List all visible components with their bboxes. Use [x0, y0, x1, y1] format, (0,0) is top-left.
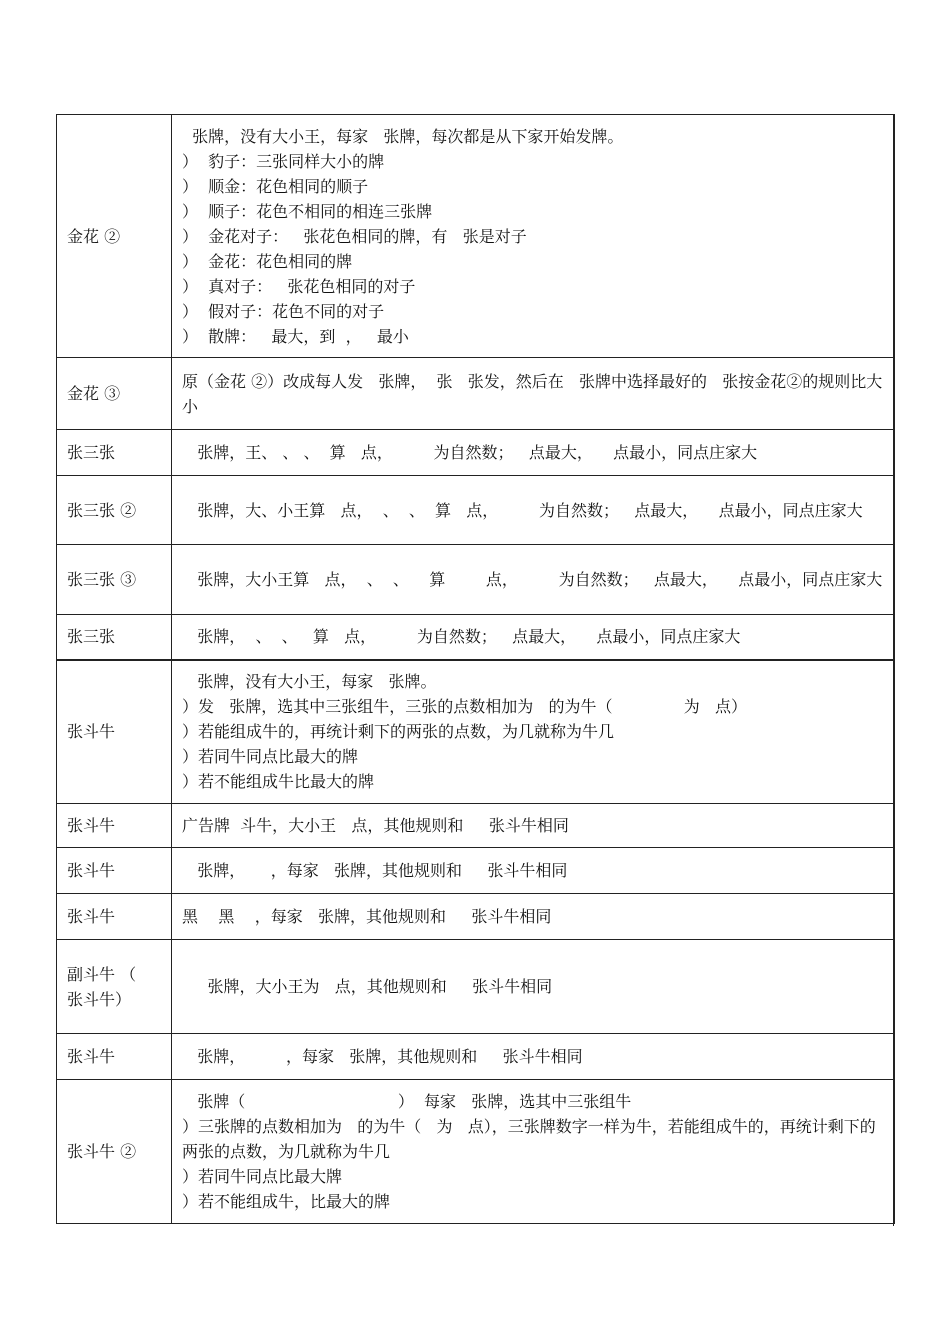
rule-line: 张牌，大、小王算 点， 、 、 算 点， 为自然数； 点最大， 点最小，同点庄家大: [182, 500, 863, 520]
rule-line: ） 假对子：花色不同的对子: [182, 301, 385, 321]
rule-line: 张牌， ，每家 张牌，其他规则和 张斗牛相同: [182, 1047, 583, 1066]
game-name: 张斗牛 ②: [67, 1142, 137, 1161]
rule-line: ）三张牌的点数相加为 的为牛（ 为 点），三张牌数字一样为牛，若能组成牛的，再统计剩下的两张的点数，为几就称为牛几: [182, 1117, 876, 1161]
rule-line: ） 顺子：花色不相同的相连三张牌: [182, 201, 433, 221]
game-name-cell: [57, 430, 172, 476]
table-row: [57, 1080, 895, 1224]
rule-description-cell: [172, 358, 895, 430]
game-name: 张斗牛: [67, 1047, 116, 1066]
table-right-border: [893, 114, 894, 1226]
game-name: 金花 ②: [67, 226, 121, 246]
rule-line: 张牌，大小王为 点，其他规则和 张斗牛相同: [182, 977, 553, 996]
game-name-cell: [57, 115, 172, 358]
rules-table: [56, 114, 895, 1224]
rule-line: ）若能组成牛的，再统计剩下的两张的点数，为几就称为牛几: [182, 722, 615, 742]
game-name: 金花 ③: [67, 384, 121, 403]
table-row: [57, 660, 895, 804]
game-name-cell: [57, 545, 172, 615]
table-row: [57, 894, 895, 940]
rule-description-cell: [172, 940, 895, 1034]
rule-line: 张牌，王、 、 、 算 点， 为自然数； 点最大， 点最小，同点庄家大: [182, 443, 758, 462]
rule-line: 张牌（ ） 每家 张牌，选其中三张组牛: [182, 1092, 632, 1111]
game-name: 张斗牛: [67, 722, 116, 742]
game-name-cell: [57, 848, 172, 894]
rule-line: 张牌， 、 、 算 点， 为自然数； 点最大， 点最小，同点庄家大: [182, 627, 741, 647]
rule-line: 张牌，没有大小王，每家 张牌，每次都是从下家开始发牌。: [182, 126, 624, 146]
table-row: [57, 1034, 895, 1080]
rule-line: ）若不能组成牛，比最大的牌: [182, 1192, 391, 1211]
game-name: 张斗牛: [67, 907, 116, 926]
game-name-cell: [57, 940, 172, 1034]
game-name-cell: [57, 358, 172, 430]
rule-description-cell: [172, 894, 895, 940]
game-name-cell: [57, 1080, 172, 1224]
game-name-cell: [57, 894, 172, 940]
rule-description-cell: [172, 660, 895, 804]
table-row: [57, 115, 895, 358]
rule-description-cell: [172, 476, 895, 545]
rule-line: ）若不能组成牛比最大的牌: [182, 772, 375, 792]
rule-line: ）若同牛同点比最大的牌: [182, 747, 359, 767]
game-name: 张三张 ②: [67, 500, 137, 520]
game-name-cell: [57, 476, 172, 545]
table-row: [57, 358, 895, 430]
rule-line: ） 金花：花色相同的牌: [182, 251, 353, 271]
rule-description-cell: [172, 545, 895, 615]
game-name: 张三张 ③: [67, 570, 137, 589]
rule-line: ） 真对子： 张花色相同的对子: [182, 276, 416, 296]
rule-line: 广告牌 斗牛，大小王 点，其他规则和 张斗牛相同: [182, 816, 569, 835]
rule-line: ） 散牌： 最大，到 ， 最小: [182, 326, 409, 346]
rule-line: ） 顺金：花色相同的顺子: [182, 176, 369, 196]
rule-description-cell: [172, 804, 895, 848]
rule-line: 张牌，没有大小王，每家 张牌。: [182, 672, 437, 692]
table-row: [57, 804, 895, 848]
rule-line: 张牌，大小王算 点， 、 、 算 点， 为自然数； 点最大， 点最小，同点庄家大: [182, 570, 883, 589]
game-name: 张斗牛: [67, 861, 116, 880]
rule-line: ）发 张牌，选其中三张组牛，三张的点数相加为 的为牛（ 为 点）: [182, 697, 747, 717]
table-row: [57, 430, 895, 476]
rule-line: 黑 黑 ，每家 张牌，其他规则和 张斗牛相同: [182, 907, 552, 926]
rule-description-cell: [172, 1034, 895, 1080]
table-row: [57, 476, 895, 545]
game-name-cell: [57, 1034, 172, 1080]
table-row: [57, 615, 895, 660]
rule-description-cell: [172, 430, 895, 476]
table-row: [57, 848, 895, 894]
rule-line: ）若同牛同点比最大牌: [182, 1167, 343, 1186]
game-name: 张三张: [67, 627, 116, 647]
rule-description-cell: [172, 848, 895, 894]
rule-description-cell: [172, 115, 895, 358]
game-name: 张斗牛: [67, 816, 116, 835]
rule-description-cell: [172, 1080, 895, 1224]
table-row: [57, 545, 895, 615]
rule-line: ） 豹子：三张同样大小的牌: [182, 151, 385, 171]
rule-line: ） 金花对子： 张花色相同的牌，有 张是对子: [182, 226, 527, 246]
table-row: [57, 940, 895, 1034]
game-name-cell: [57, 804, 172, 848]
rule-line: 张牌， ，每家 张牌，其他规则和 张斗牛相同: [182, 861, 568, 880]
rule-description-cell: [172, 615, 895, 660]
game-name-cell: [57, 660, 172, 804]
game-name-cell: [57, 615, 172, 660]
game-name: 张三张: [67, 443, 116, 462]
game-name: 副斗牛 （ 张斗牛）: [67, 964, 167, 1009]
rule-line: 原（金花 ②）改成每人发 张牌， 张 张发，然后在 张牌中选择最好的 张按金花②的规则比大小: [182, 371, 883, 416]
